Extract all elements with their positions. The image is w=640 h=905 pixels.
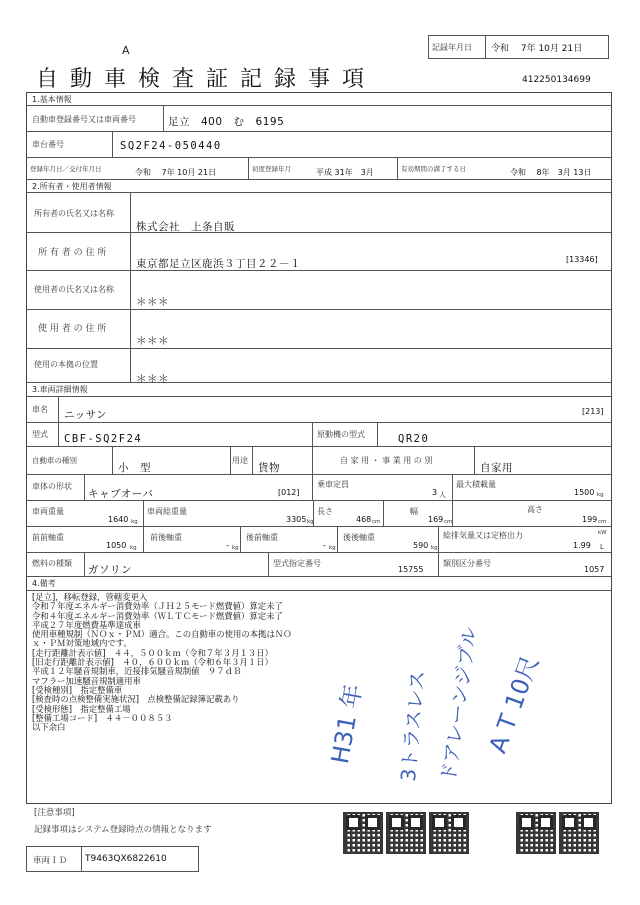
- qr-code-4: [516, 812, 556, 854]
- fuel: ガソリン: [88, 564, 132, 576]
- record-date-box: [428, 35, 609, 59]
- rear-axle-unit: kg: [431, 545, 438, 551]
- rear-front-label: 後前軸重: [246, 533, 278, 542]
- gross-label: 車両総重量: [147, 507, 187, 516]
- qr-code-5: [559, 812, 599, 854]
- chassis-label: 車台番号: [32, 140, 64, 149]
- kind-label: 自動車の種別: [32, 456, 77, 465]
- chassis-number: SQ2F24-050440: [120, 140, 222, 152]
- vehicle-id: T9463QX6822610: [85, 854, 167, 864]
- type-number-label: 型式指定番号: [273, 559, 321, 568]
- gross-weight: 3305: [286, 515, 307, 524]
- owner-name-label: 所有者の氏名又は名称: [34, 209, 114, 218]
- max-load: 1500: [574, 488, 595, 497]
- body-code: [012]: [278, 488, 300, 497]
- body-shape: キャブオーバ: [88, 488, 154, 500]
- fuel-label: 燃料の種類: [32, 559, 72, 568]
- capacity: 3: [432, 488, 438, 497]
- use: 貨物: [258, 462, 280, 474]
- notice-label: [注意事項]: [34, 808, 75, 818]
- owner-address: 東京都足立区鹿浜３丁目２２－１: [136, 258, 301, 270]
- handwriting-line-4: A T 10尺: [483, 652, 545, 757]
- owner-name: 株式会社 上条自販: [136, 221, 235, 233]
- handwriting-line-1: H31 年: [325, 682, 368, 766]
- displacement-label: 総排気量又は定格出力: [443, 531, 523, 540]
- rear-front-unit: kg: [329, 545, 336, 551]
- record-date: 令和 7年 10月 21日: [491, 44, 583, 54]
- front-axle: 1050: [106, 541, 127, 550]
- expiry-label: 有効期間の満了する日: [401, 165, 466, 173]
- reg-date: 令和 7年 10月 21日: [135, 168, 217, 177]
- expiry-date: 令和 8年 3月 13日: [510, 168, 592, 177]
- qr-code-1: [343, 812, 383, 854]
- biz: 自家用: [480, 462, 513, 474]
- notes-text: [足立]，移転登録，管轄変更入 令和７年度エネルギー消費効率（ＪＨ２５モード燃費値）算定未了 令和４年度エネルギー消費効率（ＷＬＴＣモード燃費値）算定未了 平成２７年度燃費基準達成車 使用車種規制（ＮＯｘ・ＰＭ）適合。この自動車の使用の本拠はＮＯ ｘ・ＰＭ対策地域内です。 [走行距離計表示値] ４４，５００ｋｍ（令和７年３月１３日） [旧走行距離計表示値] ４０，６００ｋｍ（令和６年３月１日） 平成１２年騒音規制車，近接排気騒音規制値 ９７ｄＢ マフラー加速騒音規制適用車 [受検種別] 指定整備車 [検査時の点検整備実施状況] 点検整備記録簿記載あり [受検形態] 指定整備工場 [整備工場コード] ４４－００８５３ 以下余白: [32, 592, 292, 733]
- first-reg: 平成 31年 3月: [316, 168, 374, 177]
- engine-label: 原動機の型式: [317, 430, 365, 439]
- maker-label: 車名: [32, 405, 48, 414]
- length: 468: [356, 515, 372, 524]
- owner-address-label: 所 有 者 の 住 所: [38, 248, 107, 258]
- maker: ニッサン: [64, 409, 108, 421]
- length-unit: cm: [372, 519, 381, 525]
- type-number: 15755: [398, 565, 424, 574]
- kind: 小 型: [118, 462, 151, 474]
- rear-front: -: [323, 541, 326, 550]
- base-location-label: 使用の本拠の位置: [34, 360, 98, 369]
- front-axle-unit: kg: [130, 545, 137, 551]
- section-vehicle: 3.車両詳細情報: [32, 385, 88, 394]
- qr-code-2: [386, 812, 426, 854]
- weight-label: 車両重量: [32, 507, 64, 516]
- page-title: 自動車検査証記録事項: [36, 67, 377, 92]
- capacity-label: 乗車定員: [317, 480, 349, 489]
- weight: 1640: [108, 515, 129, 524]
- capacity-unit: 人: [439, 491, 446, 499]
- front-axle-label: 前前軸重: [32, 533, 64, 542]
- section-notes: 4.備考: [32, 579, 56, 588]
- front-rear-label: 前後軸重: [150, 533, 182, 542]
- model-label: 型式: [32, 430, 48, 439]
- handwriting-line-2: 3トラスレス: [395, 669, 430, 783]
- handwriting-line-3: ドアレーンジブル: [435, 625, 482, 784]
- reg-date-label: 登録年月日／交付年月日: [30, 165, 102, 173]
- max-load-unit: kg: [597, 492, 604, 498]
- width-unit: cm: [444, 519, 453, 525]
- use-label: 用途: [232, 456, 248, 465]
- vehicle-id-box: [26, 846, 199, 872]
- doc-number: 412250134699: [522, 75, 591, 85]
- biz-label: 自 家 用 ・ 事 業 用 の 別: [340, 456, 433, 465]
- model: CBF-SQ2F24: [64, 433, 143, 445]
- body-label: 車体の形状: [32, 482, 72, 491]
- section-basic: 1.基本情報: [32, 95, 72, 104]
- qr-code-3: [429, 812, 469, 854]
- rear-axle-label: 後後軸重: [343, 533, 375, 542]
- gross-unit: kg: [307, 519, 314, 525]
- width: 169: [428, 515, 444, 524]
- front-rear: -: [226, 541, 229, 550]
- base-location: ＊＊＊: [136, 373, 169, 385]
- vehicle-id-label: 車両ＩＤ: [33, 856, 68, 866]
- owner-code: [13346]: [566, 255, 598, 264]
- user-name-label: 使用者の氏名又は名称: [34, 285, 114, 294]
- record-date-label: 記録年月日: [432, 43, 472, 52]
- height-label: 高さ: [527, 505, 543, 514]
- displacement: 1.99: [573, 541, 591, 550]
- displacement-unit-kw: kW: [598, 530, 607, 536]
- length-label: 長さ: [317, 507, 333, 516]
- rear-axle: 590: [413, 541, 429, 550]
- weight-unit: kg: [131, 519, 138, 525]
- width-label: 幅: [410, 507, 418, 516]
- page-mark: A: [122, 44, 130, 57]
- reg-number: 足立 400 む 6195: [168, 116, 285, 128]
- first-reg-label: 初度登録年月: [252, 165, 291, 173]
- maker-code: [213]: [582, 407, 604, 416]
- user-name: ＊＊＊: [136, 296, 169, 308]
- engine-model: QR20: [398, 433, 430, 445]
- reg-number-label: 自動車登録番号又は車両番号: [32, 115, 136, 124]
- user-address-label: 使 用 者 の 住 所: [38, 324, 107, 334]
- user-address: ＊＊＊: [136, 335, 169, 347]
- notice-text: 記録事項はシステム登録時点の情報となります: [34, 825, 212, 835]
- section-owner: 2.所有者・使用者情報: [32, 182, 112, 191]
- max-load-label: 最大積載量: [456, 480, 496, 489]
- height: 199: [582, 515, 598, 524]
- class-number: 1057: [584, 565, 605, 574]
- front-rear-unit: kg: [232, 545, 239, 551]
- class-number-label: 類別区分番号: [443, 559, 491, 568]
- displacement-unit: L: [600, 543, 604, 551]
- height-unit: cm: [598, 519, 607, 525]
